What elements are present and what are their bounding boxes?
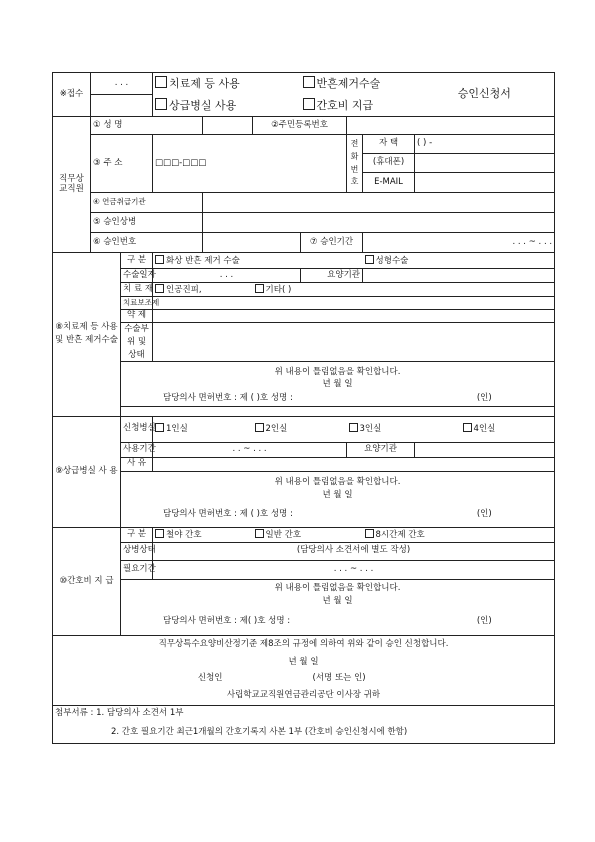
nursing-period-label: 필요기간 (121, 560, 153, 579)
staff-section-label: 직무상 교직원 (53, 117, 91, 253)
drug-label: 약 제 (121, 310, 153, 323)
ward-care-org-value[interactable] (415, 442, 555, 457)
checkbox-icon (155, 76, 167, 88)
ward-section-label: ⑨상급병실 사 용 (53, 416, 121, 527)
name-value[interactable] (203, 117, 253, 135)
nursing-doctor: 담당의사 면허번호 : 제( )호 성명 : (121, 609, 415, 635)
id-value[interactable] (347, 117, 555, 135)
ward-period-label: 사용기간 (121, 442, 153, 457)
checkbox-icon (155, 255, 164, 264)
recipient: 사립학교교직원연금관리공단 이사장 귀하 (53, 687, 555, 705)
option-8hour-nursing[interactable]: 8시간제 간호 (363, 527, 555, 542)
option-artificial-dermis[interactable]: 인공진피, (153, 283, 253, 297)
checkbox-icon (365, 529, 374, 538)
address-value[interactable]: □□□-□□□ (153, 135, 347, 193)
attachments-label: 첨부서류 : (55, 708, 94, 719)
option-room-1[interactable]: 1인실 (153, 416, 253, 442)
email-label: E-MAIL (363, 173, 415, 193)
approved-injury-label: ⑤ 승인상병 (91, 213, 203, 233)
name-label: ① 성 명 (91, 117, 203, 135)
approved-injury-value[interactable] (203, 213, 555, 233)
condition-label: 상병상태 (121, 542, 153, 560)
checkbox-icon (155, 529, 164, 538)
home-phone-value[interactable]: ( ) - (415, 135, 555, 154)
option-other-material[interactable]: 기타( ) (253, 283, 555, 297)
treatment-date: 년 월 일 (121, 378, 555, 392)
nursing-section-label: ⑩간호비 지 급 (53, 527, 121, 635)
room-label: 신청병실 (121, 416, 153, 442)
approval-no-value[interactable] (203, 233, 301, 253)
checkbox-icon (303, 76, 315, 88)
address-label: ③ 주 소 (91, 135, 153, 193)
treatment-confirm: 위 내용이 틀림없음을 확인합니다. (121, 362, 555, 378)
aid-value[interactable] (153, 297, 555, 310)
home-phone-label: 자 택 (363, 135, 415, 154)
ward-period-value[interactable]: . . ~ . . . (153, 442, 347, 457)
option-general-nursing[interactable]: 일반 간호 (253, 527, 363, 542)
option-nursing[interactable]: 간호비 지급 (301, 95, 415, 117)
option-treatment[interactable]: 치료제 등 사용 (153, 73, 301, 95)
attachment-line-2: 2. 간호 필요기간 최근1개월의 간호기록지 사본 1부 (간호비 승인신청시에 한함) (53, 723, 555, 743)
ward-seal: (인) (415, 503, 555, 527)
checkbox-icon (255, 529, 264, 538)
approval-period-value[interactable]: . . . ~ . . . (363, 233, 555, 253)
nursing-seal: (인) (415, 609, 555, 635)
application-date: 년 월 일 (53, 655, 555, 671)
nursing-date: 년 월 일 (121, 595, 555, 609)
option-room-2[interactable]: 2인실 (253, 416, 347, 442)
applicant-label: 신청인 (53, 671, 253, 687)
checkbox-icon (155, 423, 164, 432)
receipt-dots: . . . (91, 73, 153, 95)
ward-confirm: 위 내용이 틀림없음을 확인합니다. (121, 471, 555, 489)
reason-value[interactable] (153, 457, 555, 471)
ward-care-org-label: 요양기관 (347, 442, 415, 457)
option-upper-ward[interactable]: 상급병실 사용 (153, 95, 301, 117)
checkbox-icon (365, 255, 374, 264)
option-room-4[interactable]: 4인실 (461, 416, 555, 442)
checkbox-icon (463, 423, 472, 432)
receipt-label: ※접수 (53, 73, 91, 117)
drug-value[interactable] (153, 310, 555, 323)
nursing-period-value[interactable]: . . . ~ . . . (153, 560, 555, 579)
nursing-category-label: 구 분 (121, 527, 153, 542)
aid-label: 치료보조제 (121, 297, 153, 310)
application-statement: 직무상특수요양비산정기준 제8조의 규정에 의하여 위와 같이 승인 신청합니다. (53, 635, 555, 655)
treatment-section-label: ⑧치료제 등 사용 및 반흔 제거수술 (53, 253, 121, 417)
option-burn-scar[interactable]: 화상 반흔 제거 수술 (153, 253, 363, 269)
treatment-spacer (121, 406, 555, 416)
surgery-date-value[interactable]: . . . (153, 269, 301, 283)
option-overnight-nursing[interactable]: 철야 간호 (153, 527, 253, 542)
treatment-care-org-value[interactable] (363, 269, 555, 283)
agency-value[interactable] (203, 193, 555, 213)
mobile-label: (휴대폰) (363, 154, 415, 173)
approval-no-label: ⑥ 승인번호 (91, 233, 203, 253)
mobile-value[interactable] (415, 154, 555, 173)
site-value[interactable] (153, 323, 555, 362)
signature-hint: (서명 또는 인) (253, 671, 555, 687)
site-label: 수술부위 및 상태 (121, 323, 153, 362)
nursing-confirm: 위 내용이 틀림없음을 확인합니다. (121, 579, 555, 595)
checkbox-icon (349, 423, 358, 432)
agency-label: ④ 연금취급기관 (91, 193, 203, 213)
form-title: 승인신청서 (415, 73, 555, 117)
reason-label: 사 유 (121, 457, 153, 471)
option-scar-removal[interactable]: 반흔제거수술 (301, 73, 415, 95)
phone-label: 전화번호 (347, 135, 363, 193)
attachment-line-1: 첨부서류 : 1. 담당의사 소견서 1부 (53, 705, 555, 723)
condition-value[interactable]: (담당의사 소견서에 별도 작성) (153, 542, 555, 560)
option-plastic-surgery[interactable]: 성형수술 (363, 253, 555, 269)
application-form (52, 72, 554, 744)
surgery-date-label: 수술일자 (121, 269, 153, 283)
treatment-seal: (인) (415, 392, 555, 406)
receipt-number[interactable] (91, 95, 153, 117)
form-table (52, 72, 555, 744)
email-value[interactable] (415, 173, 555, 193)
approval-period-label: ⑦ 승인기간 (301, 233, 363, 253)
checkbox-icon (255, 284, 264, 293)
checkbox-icon (155, 98, 167, 110)
checkbox-icon (255, 423, 264, 432)
checkbox-icon (155, 284, 164, 293)
treatment-care-org-label: 요양기관 (301, 269, 363, 283)
treatment-doctor: 담당의사 면허번호 : 제 ( )호 성명 : (121, 392, 415, 406)
ward-date: 년 월 일 (121, 489, 555, 503)
ward-doctor: 담당의사 면허번호 : 제 ( )호 성명 : (121, 503, 415, 527)
checkbox-icon (303, 98, 315, 110)
material-label: 치 료 재 (121, 283, 153, 297)
treatment-category-label: 구 분 (121, 253, 153, 269)
option-room-3[interactable]: 3인실 (347, 416, 461, 442)
id-label: ②주민등록번호 (253, 117, 347, 135)
